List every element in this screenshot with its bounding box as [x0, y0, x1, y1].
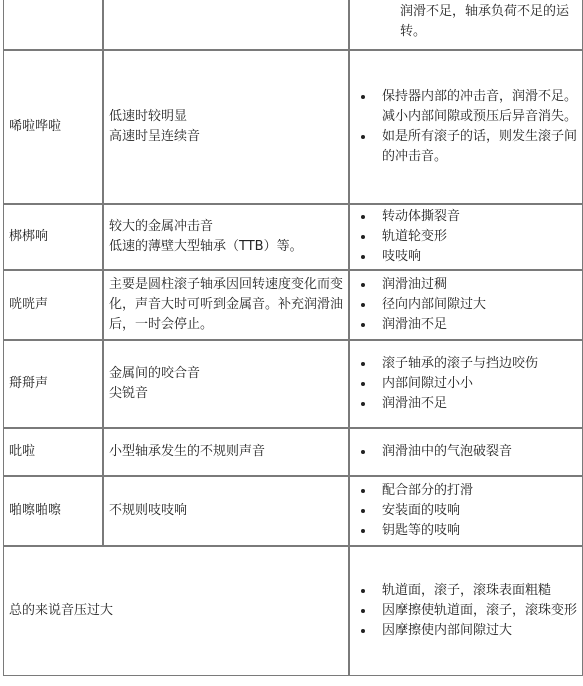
cause-item: 润滑油过稠	[354, 275, 579, 295]
description-line: 金属间的咬合音	[109, 366, 201, 381]
cause-item: 配合部分的打滑	[354, 481, 579, 501]
table-row	[3, 340, 583, 428]
cause-item: 轨道面，滚子，滚珠表面粗糙	[354, 581, 579, 601]
cause-list	[354, 581, 579, 641]
cause-list	[354, 87, 579, 167]
description-cell	[103, 50, 349, 204]
table-row	[3, 270, 583, 340]
description-cell	[103, 428, 349, 476]
cause-item: 轨道轮变形	[354, 227, 579, 247]
description-cell	[103, 340, 349, 428]
table-row	[3, 0, 583, 50]
cause-cell	[349, 476, 583, 546]
cause-item: 径向内部间隙过大	[354, 295, 579, 315]
cause-cell	[349, 546, 583, 676]
sound-name: 吡啦	[9, 444, 36, 459]
cause-item: 安装面的吱响	[354, 501, 579, 521]
bearing-noise-table	[3, 0, 583, 676]
sound-name: 咣咣声	[9, 297, 49, 312]
cause-item: 润滑油不足	[354, 315, 579, 335]
sound-name: 梆梆响	[9, 229, 49, 244]
cause-cell	[349, 0, 583, 50]
description-cell	[103, 270, 349, 340]
sound-cell	[3, 204, 103, 270]
cause-item: 钥匙等的吱响	[354, 521, 579, 541]
cause-item: 吱吱响	[354, 247, 579, 267]
sound-cell	[3, 0, 103, 50]
cause-cell	[349, 340, 583, 428]
cause-item: 内部间隙过小小	[354, 374, 579, 394]
cause-continuation-text: 润滑不足，轴承负荷不足的运转。	[400, 4, 570, 39]
sound-cell	[3, 476, 103, 546]
cause-cell	[349, 270, 583, 340]
description-line: 不规则吱吱响	[109, 503, 188, 518]
cause-item: 润滑油不足	[354, 394, 579, 414]
sound-name: 总的来说音压过大	[9, 603, 114, 618]
cause-cell	[349, 204, 583, 270]
sound-cell	[3, 546, 349, 676]
sound-cell	[3, 428, 103, 476]
cause-item: 因摩擦使内部间隙过大	[354, 621, 579, 641]
cause-item: 转动体撕裂音	[354, 207, 579, 227]
cause-item: 滚子轴承的滚子与挡边咬伤	[354, 354, 579, 374]
table-row	[3, 204, 583, 270]
table-row	[3, 50, 583, 204]
cause-item: 保持器内部的冲击音，润滑不足。减小内部间隙或预压后异音消失。	[354, 87, 579, 127]
cause-list	[354, 207, 579, 267]
cause-cell	[349, 50, 583, 204]
cause-list	[354, 481, 579, 541]
table-row	[3, 476, 583, 546]
cause-list	[354, 354, 579, 414]
table-row	[3, 428, 583, 476]
cause-list	[354, 442, 579, 462]
sound-name: 唏啦哗啦	[9, 119, 62, 134]
sound-cell	[3, 340, 103, 428]
sound-cell	[3, 50, 103, 204]
description-cell	[103, 476, 349, 546]
sound-cell	[3, 270, 103, 340]
table-row	[3, 546, 583, 676]
description-cell	[103, 0, 349, 50]
cause-item: 如是所有滚子的话，则发生滚子间的冲击音。	[354, 127, 579, 167]
description-line: 高速时呈连续音	[109, 129, 201, 144]
description-line: 小型轴承发生的不规则声音	[109, 444, 266, 459]
description-line: 主要是圆柱滚子轴承因回转速度变化而变化，声音大时可听到金属音。补充润滑油后，一时会停止。	[109, 277, 344, 332]
sound-name: 搿搿声	[9, 376, 49, 391]
cause-item: 润滑油中的气泡破裂音	[354, 442, 579, 462]
cause-item: 因摩擦使轨道面，滚子，滚珠变形	[354, 601, 579, 621]
description-line: 尖锐音	[109, 386, 149, 401]
description-cell	[103, 204, 349, 270]
description-line: 低速时较明显	[109, 109, 188, 124]
cause-list	[354, 275, 579, 335]
cause-cell	[349, 428, 583, 476]
description-line: 较大的金属冲击音	[109, 219, 214, 234]
description-line: 低速的薄壁大型轴承（TTB）等。	[109, 239, 303, 254]
sound-name: 啪嚓啪嚓	[9, 503, 62, 518]
